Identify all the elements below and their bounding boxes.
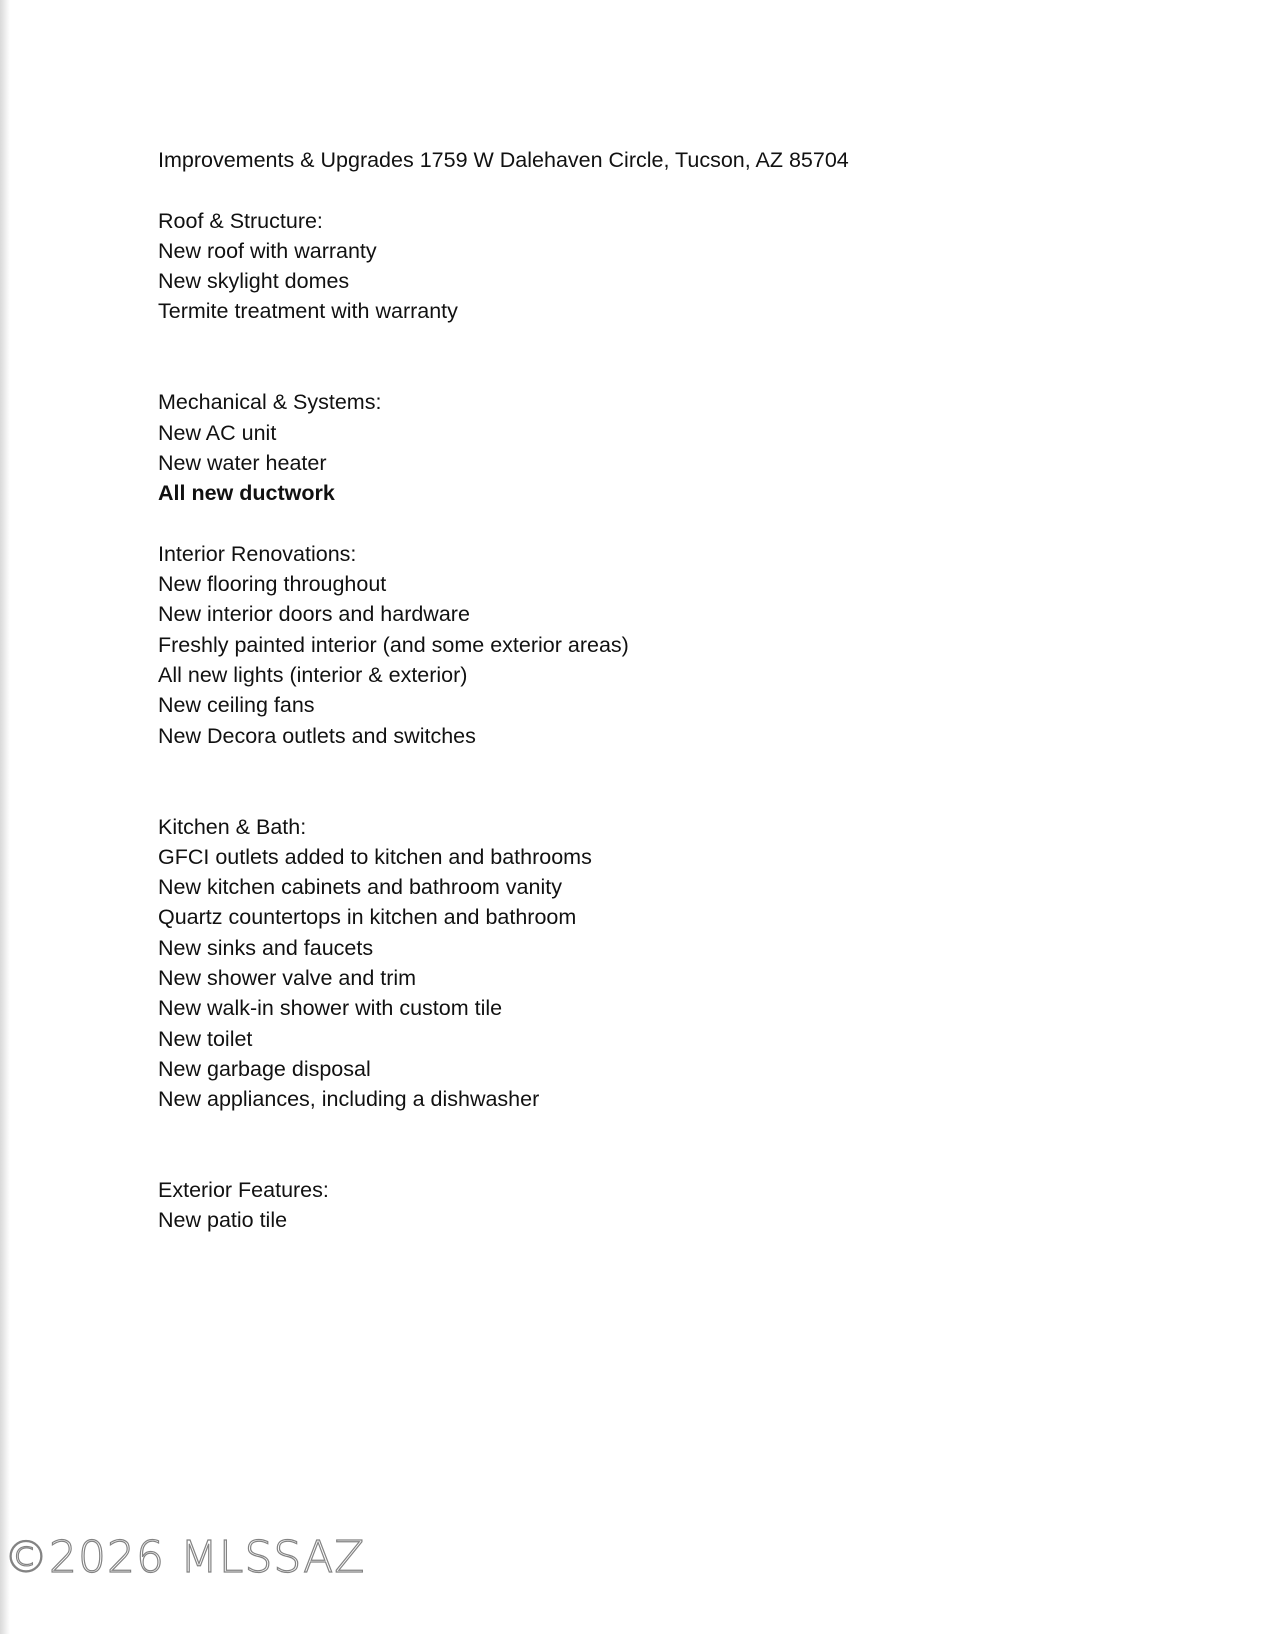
list-item: New Decora outlets and switches bbox=[158, 723, 476, 748]
section-heading: Exterior Features: bbox=[158, 1178, 329, 1203]
spacer bbox=[158, 751, 1158, 812]
spacer bbox=[158, 175, 1158, 205]
list-item: New roof with warranty bbox=[158, 238, 377, 263]
section-heading: Kitchen & Bath: bbox=[158, 814, 307, 839]
list-item: All new lights (interior & exterior) bbox=[158, 663, 468, 688]
list-item: New sinks and faucets bbox=[158, 935, 374, 960]
copyright-watermark: ©2026 MLSSAZ bbox=[4, 1532, 366, 1583]
section-mechanical-systems bbox=[158, 387, 1158, 508]
spacer bbox=[158, 327, 1158, 388]
section-roof-structure bbox=[158, 206, 1158, 327]
list-item: New interior doors and hardware bbox=[158, 602, 470, 627]
section-heading: Mechanical & Systems: bbox=[158, 390, 382, 415]
section-interior-renovations bbox=[158, 539, 1158, 751]
section-heading: Interior Renovations: bbox=[158, 541, 357, 566]
list-item: New appliances, including a dishwasher bbox=[158, 1087, 540, 1112]
section-exterior-features bbox=[158, 1175, 1158, 1236]
list-item: New patio tile bbox=[158, 1208, 288, 1233]
list-item: New flooring throughout bbox=[158, 572, 387, 597]
list-item: New toilet bbox=[158, 1026, 253, 1051]
list-item: Freshly painted interior (and some exterior areas) bbox=[158, 632, 629, 657]
list-item: Termite treatment with warranty bbox=[158, 299, 458, 324]
list-item: New garbage disposal bbox=[158, 1056, 371, 1081]
spacer bbox=[158, 509, 1158, 539]
list-item: New skylight domes bbox=[158, 269, 350, 294]
document-body bbox=[158, 145, 1158, 1236]
list-item-bold: All new ductwork bbox=[158, 481, 335, 506]
list-item: New water heater bbox=[158, 450, 327, 475]
list-item: New ceiling fans bbox=[158, 693, 315, 718]
list-item: New kitchen cabinets and bathroom vanity bbox=[158, 875, 562, 900]
list-item: New walk-in shower with custom tile bbox=[158, 996, 503, 1021]
list-item: New shower valve and trim bbox=[158, 966, 417, 991]
list-item: GFCI outlets added to kitchen and bathrooms bbox=[158, 844, 592, 869]
page-left-edge-shadow bbox=[0, 0, 10, 1634]
section-kitchen-bath bbox=[158, 812, 1158, 1115]
section-heading: Roof & Structure: bbox=[158, 208, 323, 233]
document-title: Improvements & Upgrades 1759 W Dalehaven Circle, Tucson, AZ 85704 bbox=[158, 148, 849, 172]
list-item: New AC unit bbox=[158, 420, 277, 445]
list-item: Quartz countertops in kitchen and bathroom bbox=[158, 905, 577, 930]
spacer bbox=[158, 1115, 1158, 1176]
